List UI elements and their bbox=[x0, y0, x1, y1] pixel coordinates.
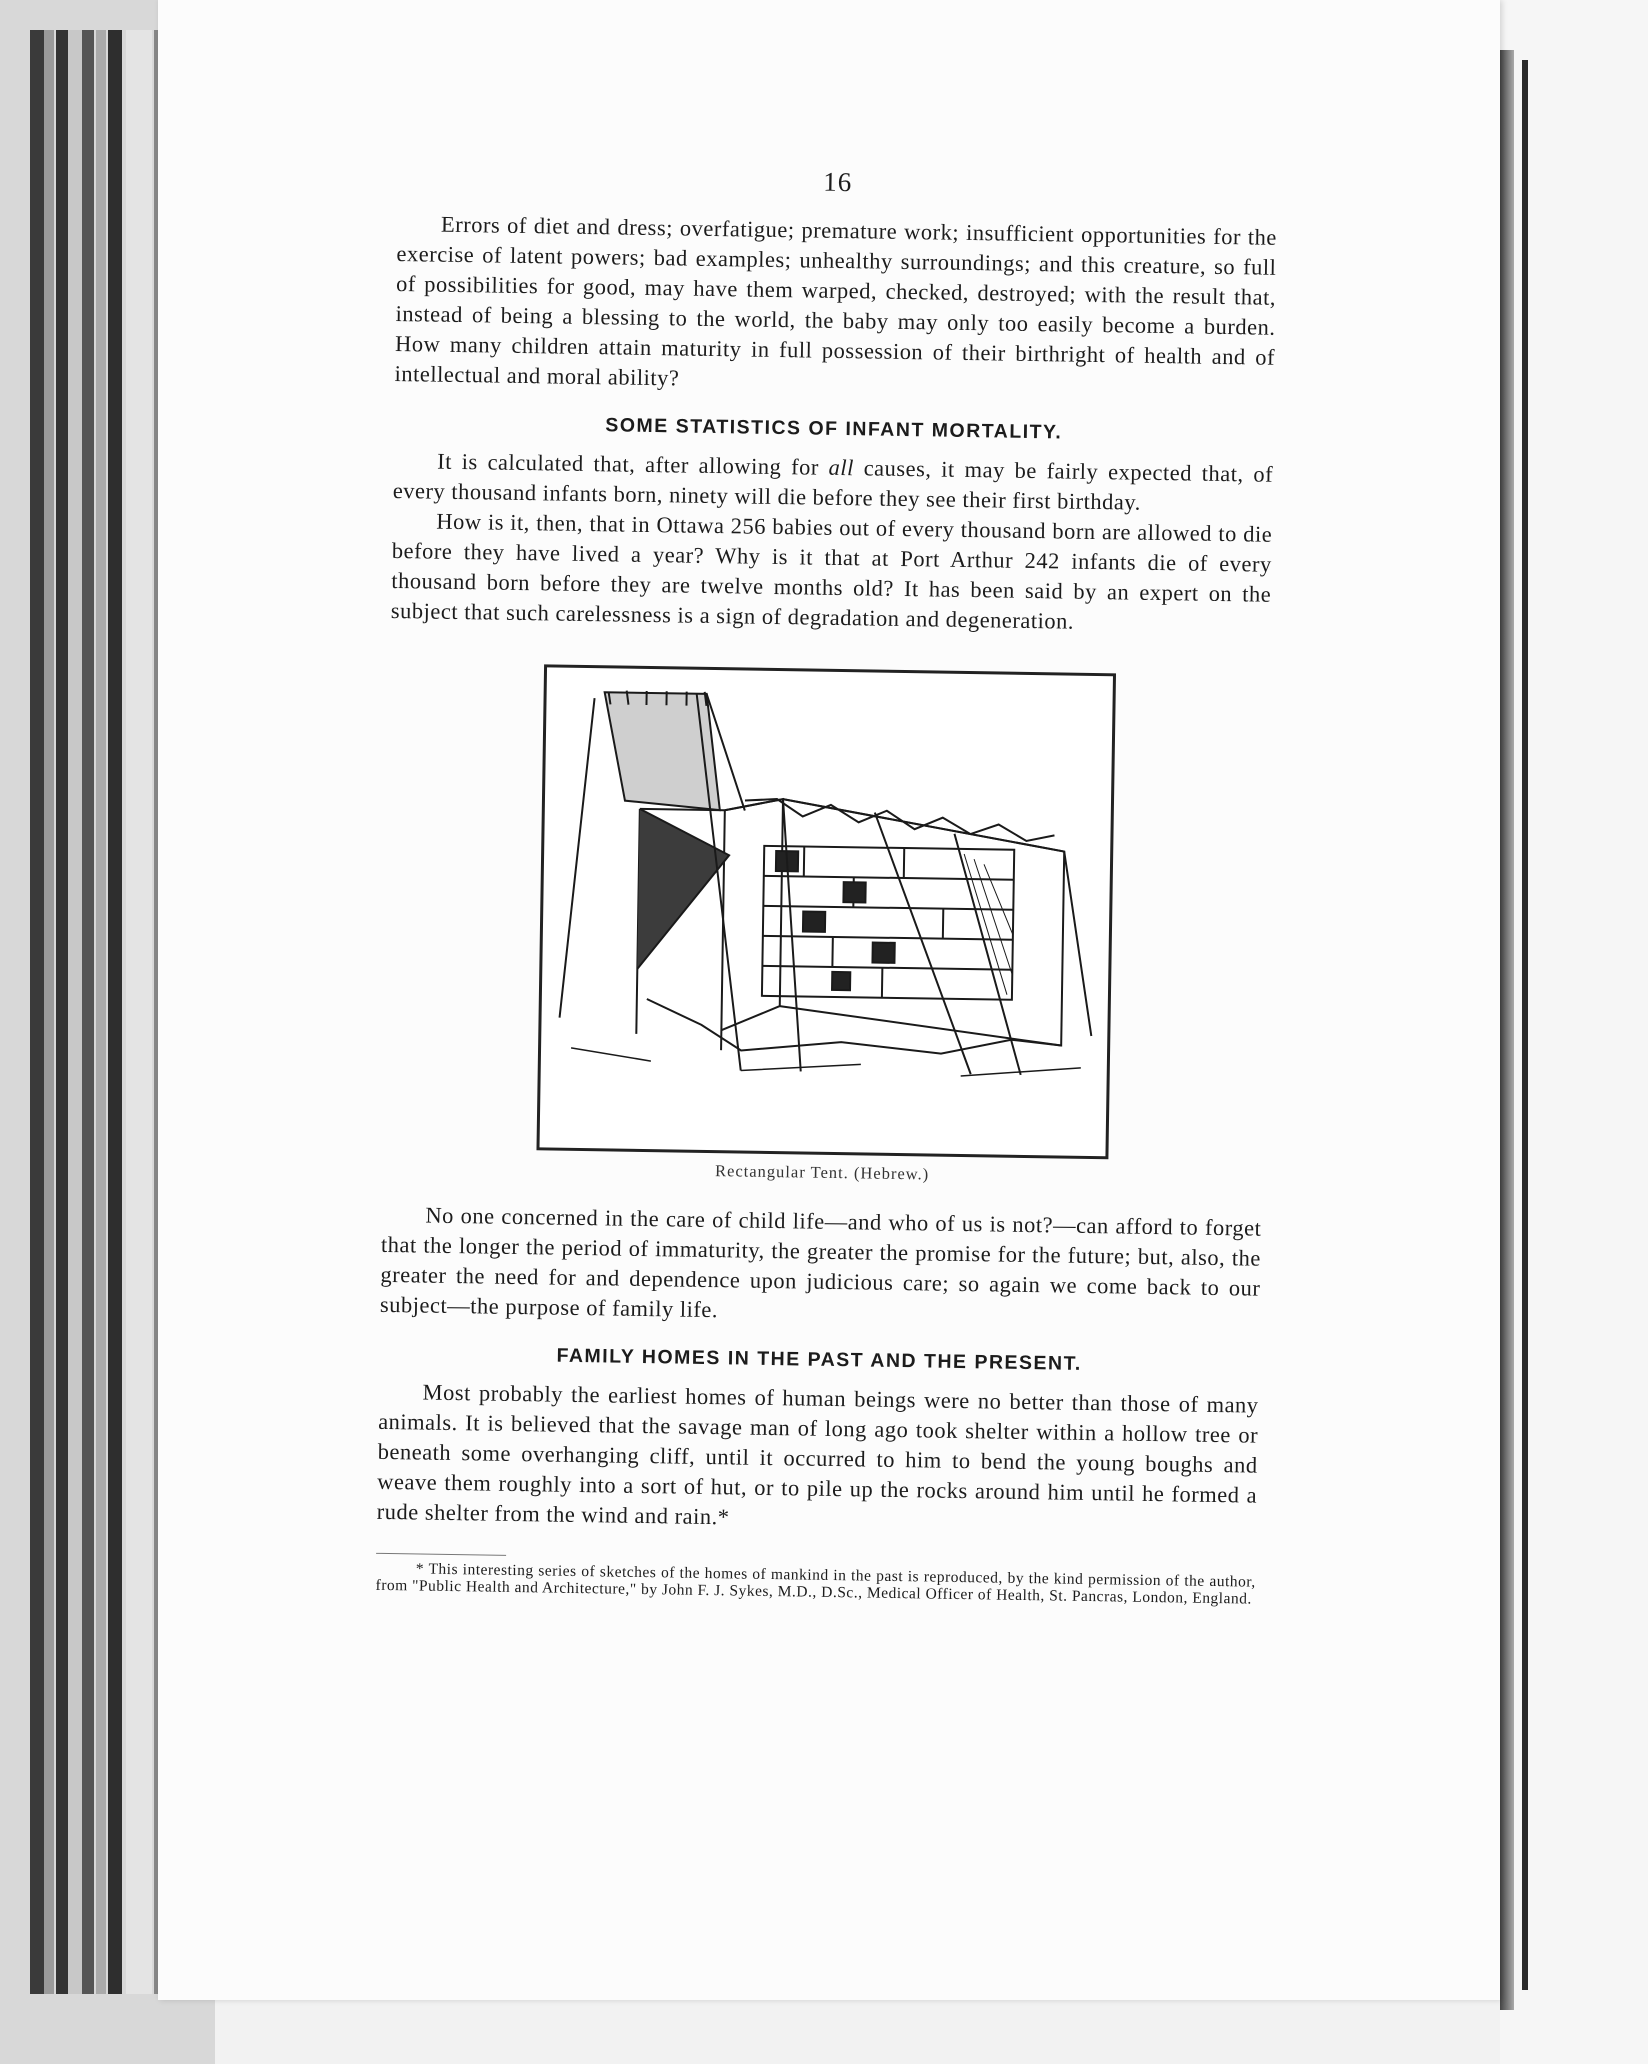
page-number: 16 bbox=[822, 166, 853, 198]
rectangular-tent-illustration bbox=[536, 664, 1116, 1159]
tent-illustration-figure bbox=[536, 664, 1116, 1187]
section-heading-family-homes: FAMILY HOMES IN THE PAST AND THE PRESENT. bbox=[556, 1344, 1082, 1375]
statistics-paragraph-1: It is calculated that, after allowing for all causes, it may be fairly expected that, of every thousand infants born, ninety will die before they see their first birthday. bbox=[392, 448, 1274, 515]
child-life-paragraph: No one concerned in the care of child life—and who of us is not?—can afford to forget that the longer the period of immaturity, the greater the promise for the future; but, also, the greater the need for and dependence upon judicious care; so again we come back to our subject—the purpose of family life. bbox=[379, 1202, 1262, 1323]
statistics-paragraph-2: How is it, then, that in Ottawa 256 babies out of every thousand born are allowed to die before they have lived a year? Why is it that at Port Arthur 242 infants die of every thousand born before they are twelve months old? It has been said by an expert on the subject that such carelessness is a sign of degradation and degeneration. bbox=[390, 508, 1273, 634]
emphasis-all: all bbox=[828, 454, 855, 481]
earliest-homes-paragraph: Most probably the earliest homes of human beings were no better than those of many animals. It is believed that the savage man of long ago took shelter within a hollow tree or beneath some overhanging cliff, until it occurred to him to bend the young boughs and weave them roughly into a sort of hut, or to pile up the rocks around him until he formed a rude shelter from the wind and rain.* bbox=[376, 1379, 1259, 1530]
book-page bbox=[158, 0, 1500, 2000]
section-heading-infant-mortality: SOME STATISTICS OF INFANT MORTALITY. bbox=[605, 414, 1063, 444]
figure-caption: Rectangular Tent. (Hebrew.) bbox=[714, 1161, 930, 1184]
page-content bbox=[375, 160, 1277, 1608]
footnote-rule bbox=[376, 1553, 506, 1556]
facing-page-edge bbox=[1500, 0, 1648, 2064]
intro-paragraph: Errors of diet and dress; overfatigue; premature work; insufficient opportunities for the exercise of latent powers; bad examples; unhealthy surroundings; and this creature, so full of possibilities for good, may have them warped, checked, destroyed; with the result that, instead of being a blessing to the world, the baby may only too easily become a burden. How many children attain maturity in full possession of their birthright of health and of intellectual and moral ability? bbox=[394, 211, 1278, 391]
footnote: * This interesting series of sketches of the homes of mankind in the past is reproduced, by the kind permission of the author, from "Public Health and Architecture," by John F. J. Sykes, M.D., D.Sc., Medical Officer of Health, St. Pancras, London, England. bbox=[375, 1560, 1256, 1608]
